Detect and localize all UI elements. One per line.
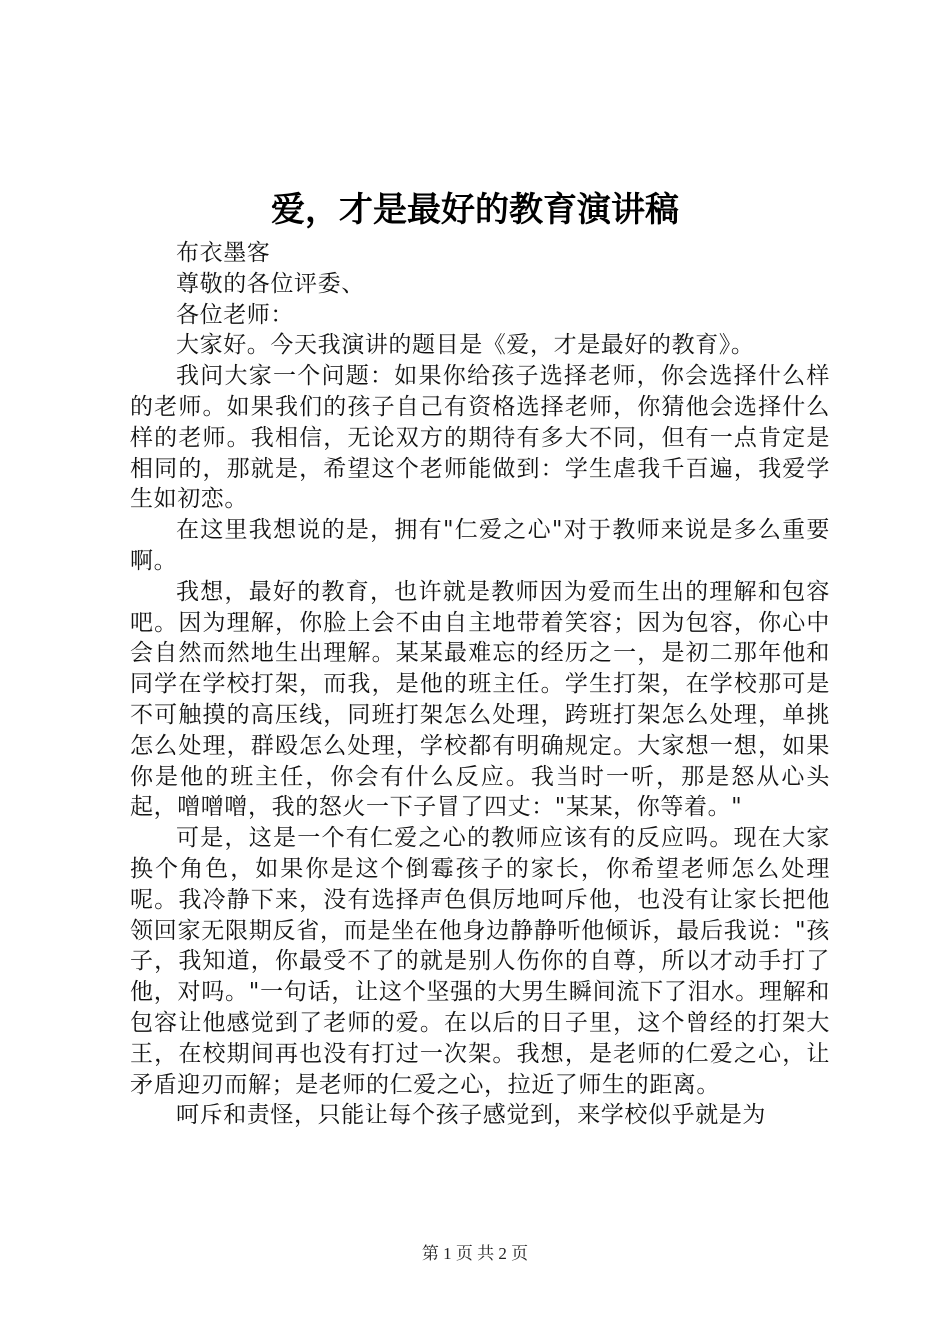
salutation-teachers: 各位老师： [176, 301, 294, 328]
document-body [130, 238, 830, 1131]
body-paragraph: 我想，最好的教育，也许就是教师因为爱而生出的理解和包容吧。因为理解，你脸上会不由自主地带着笑容；因为包容，你心中会自然而然地生出理解。某某最难忘的经历之一，是初二那年他和同学在学校打架，而我，是他的班主任。学生打架，在学校那可是不可触摸的高压线，同班打架怎么处理，跨班打架怎么处理，单挑怎么处理，群殴怎么处理，学校都有明确规定。大家想一想，如果你是他的班主任，你会有什么反应。我当时一听，那是怒从心头起，噌噌噌，我的怒火一下子冒了四丈："某某，你等着。" [130, 578, 830, 821]
body-paragraph: 我问大家一个问题：如果你给孩子选择老师，你会选择什么样的老师。如果我们的孩子自己有资格选择老师，你猜他会选择什么样的老师。我相信，无论双方的期待有多大不同，但有一点肯定是相同的，那就是，希望这个老师能做到：学生虐我千百遍，我爱学生如初恋。 [130, 363, 830, 513]
body-paragraph: 在这里我想说的是，拥有"仁爱之心"对于教师来说是多么重要啊。 [130, 517, 830, 574]
salutation-judges: 尊敬的各位评委、 [176, 270, 365, 297]
author-line: 布衣墨客 [176, 240, 271, 266]
document-title: 爱，才是最好的教育演讲稿 [271, 190, 679, 230]
body-paragraph: 呵斥和责怪，只能让每个孩子感觉到，来学校似乎就是为 [176, 1102, 766, 1129]
body-paragraph: 大家好。今天我演讲的题目是《爱，才是最好的教育》。 [176, 332, 755, 359]
page-footer: 第 1 页 共 2 页 [421, 1244, 529, 1263]
body-paragraph: 可是，这是一个有仁爱之心的教师应该有的反应吗。现在大家换个角色，如果你是这个倒霉孩子的家长，你希望老师怎么处理呢。我冷静下来，没有选择声色俱厉地呵斥他，也没有让家长把他领回家无限期反省，而是坐在他身边静静听他倾诉，最后我说："孩子，我知道，你最受不了的就是别人伤你的自尊，所以才动手打了他，对吗。"一句话，让这个坚强的大男生瞬间流下了泪水。理解和包容让他感觉到了老师的爱。在以后的日子里，这个曾经的打架大王，在校期间再也没有打过一次架。我想，是老师的仁爱之心，让矛盾迎刃而解；是老师的仁爱之心，拉近了师生的距离。 [130, 825, 830, 1098]
